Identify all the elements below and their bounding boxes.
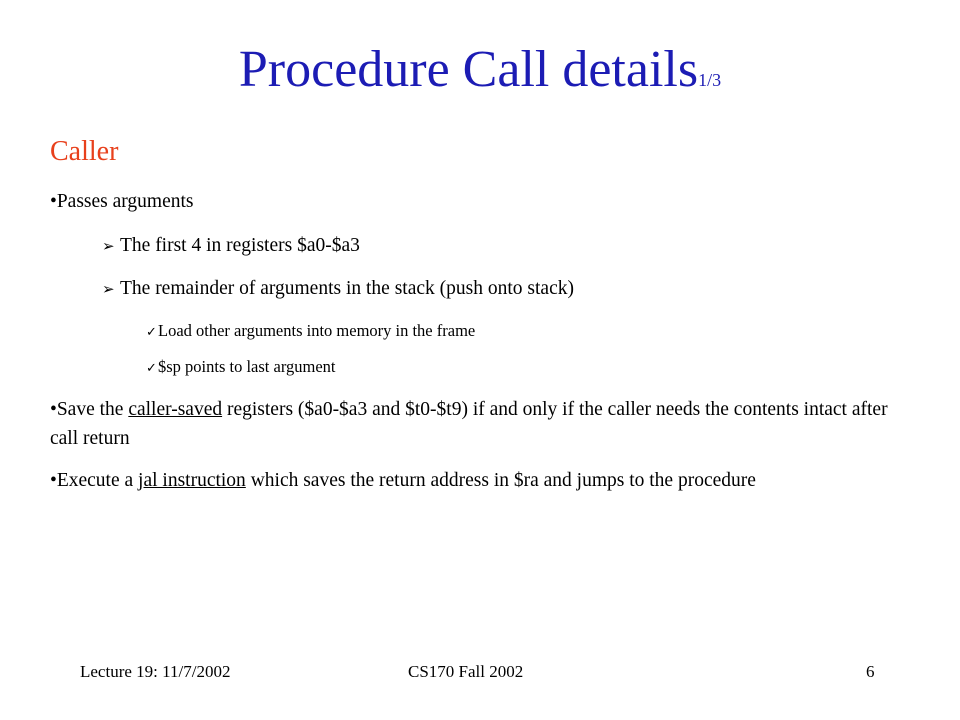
title-subscript: 1/3 bbox=[698, 70, 722, 90]
bullet-passes-arguments bbox=[50, 190, 194, 214]
subsubbullet-sp-points bbox=[146, 357, 336, 378]
bullet-text-part: which saves the return address in $ra and jumps to the procedure bbox=[245, 470, 756, 491]
arrow-bullet-icon: ➢ bbox=[102, 237, 115, 255]
section-heading: Caller bbox=[50, 136, 119, 167]
jal-instruction-link[interactable]: jal instruction bbox=[138, 470, 246, 491]
bullet-text-part: Save the bbox=[56, 399, 129, 420]
subsubbullet-load-arguments bbox=[146, 321, 475, 342]
subbullet-remainder bbox=[102, 277, 574, 301]
bullet-text-part: Execute a bbox=[56, 470, 139, 491]
check-icon: ✓ bbox=[146, 361, 157, 376]
subbullet-text: The first 4 in registers $a0-$a3 bbox=[120, 235, 360, 256]
subsubbullet-text: $sp points to last argument bbox=[158, 357, 336, 376]
footer-lecture: Lecture 19: 11/7/2002 bbox=[80, 662, 231, 681]
caller-saved-link[interactable]: caller-saved bbox=[128, 399, 223, 420]
bullet-execute-jal bbox=[50, 466, 910, 495]
arrow-bullet-icon: ➢ bbox=[102, 280, 115, 298]
bullet-text: Passes arguments bbox=[56, 191, 194, 212]
bullet-text-part: registers ($a0-$a3 and $t0-$t9) if and only if the caller needs the contents intact after call return bbox=[50, 399, 888, 450]
bullet-icon: • bbox=[50, 399, 57, 420]
bullet-icon: • bbox=[50, 470, 57, 491]
slide-title bbox=[0, 40, 960, 100]
subbullet-text: The remainder of arguments in the stack (push onto stack) bbox=[120, 278, 574, 299]
subbullet-first-four bbox=[102, 234, 360, 258]
bullet-icon: • bbox=[50, 191, 57, 212]
title-main: Procedure Call details bbox=[238, 41, 699, 98]
footer-page-number: 6 bbox=[866, 662, 875, 681]
bullet-save-registers bbox=[50, 395, 910, 454]
check-icon: ✓ bbox=[146, 325, 157, 340]
subsubbullet-text: Load other arguments into memory in the frame bbox=[158, 321, 476, 340]
footer-course: CS170 Fall 2002 bbox=[408, 662, 524, 681]
